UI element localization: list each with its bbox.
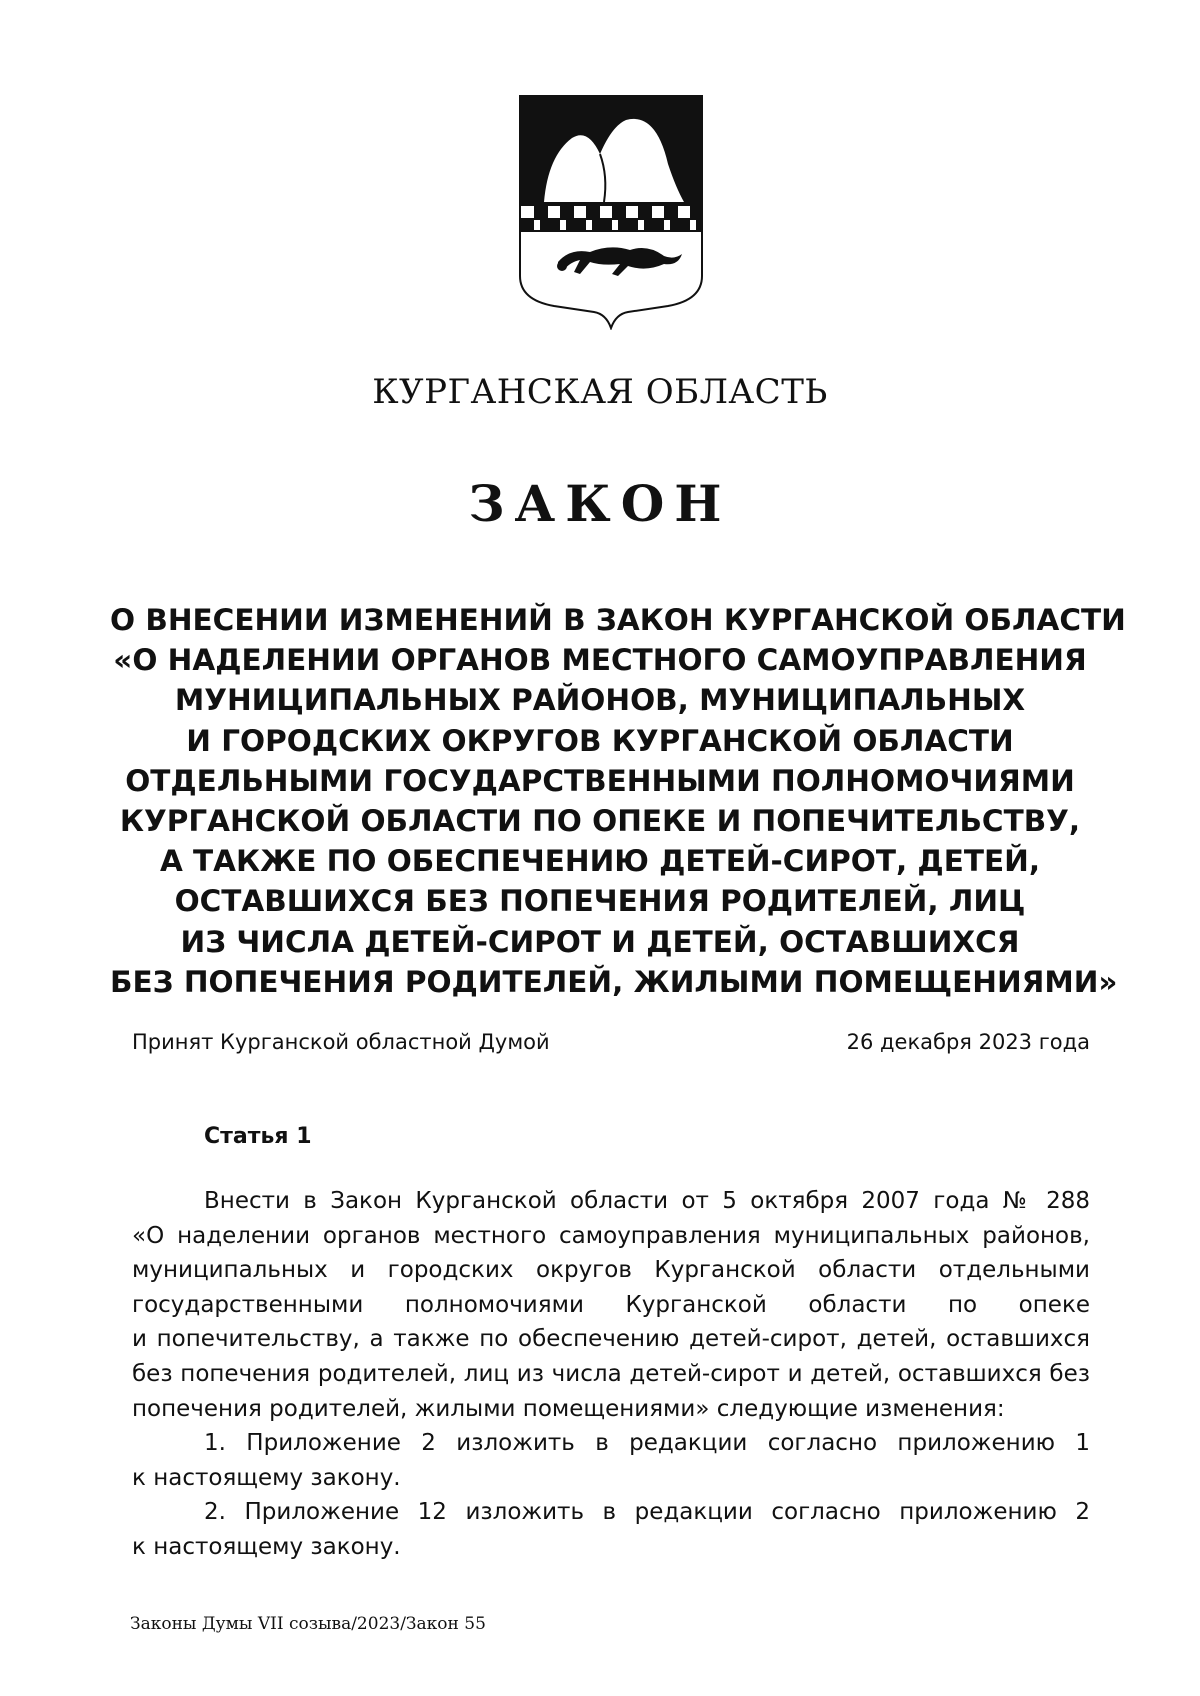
document-reference: Законы Думы VII созыва/2023/Закон 55 [130, 1614, 486, 1634]
article-item-2 [132, 1495, 1090, 1564]
title-line: ИЗ ЧИСЛА ДЕТЕЙ-СИРОТ И ДЕТЕЙ, ОСТАВШИХСЯ [180, 924, 1020, 959]
text-line: попечения родителей, жилыми помещениями» следующие изменения: [132, 1395, 1005, 1422]
title-line: ОТДЕЛЬНЫМИ ГОСУДАРСТВЕННЫМИ ПОЛНОМОЧИЯМИ [125, 763, 1075, 798]
article-item-1 [132, 1426, 1090, 1495]
text-line: 2. Приложение 12 изложить в редакции согласно приложению 2 [204, 1499, 1090, 1526]
text-line: и попечительству, а также по обеспечению детей-сирот, детей, оставшихся [132, 1326, 1090, 1353]
title-line: МУНИЦИПАЛЬНЫХ РАЙОНОВ, МУНИЦИПАЛЬНЫХ [174, 683, 1026, 718]
coat-of-arms-icon [518, 94, 704, 330]
adoption-date: 26 декабря 2023 года [846, 1030, 1090, 1054]
text-line: «О наделении органов местного самоуправления муниципальных районов, [132, 1222, 1090, 1249]
text-line: 1. Приложение 2 изложить в редакции согласно приложению 1 [204, 1430, 1090, 1457]
title-line: БЕЗ ПОПЕЧЕНИЯ РОДИТЕЛЕЙ, ЖИЛЫМИ ПОМЕЩЕНИЯМИ» [110, 964, 1118, 999]
text-line: государственными полномочиями Курганской области по опеке [132, 1291, 1090, 1318]
document-type: ЗАКОН [468, 474, 732, 533]
text-line: Внести в Закон Курганской области от 5 октября 2007 года № 288 [204, 1188, 1090, 1214]
text-line: к настоящему закону. [132, 1464, 401, 1491]
region-name: КУРГАНСКАЯ ОБЛАСТЬ [372, 372, 828, 412]
title-line: КУРГАНСКОЙ ОБЛАСТИ ПО ОПЕКЕ И ПОПЕЧИТЕЛЬСТВУ, [119, 804, 1081, 839]
article-intro [132, 1184, 1090, 1426]
article-body [132, 1184, 1090, 1565]
title-line: А ТАКЖЕ ПО ОБЕСПЕЧЕНИЮ ДЕТЕЙ-СИРОТ, ДЕТЕЙ, [159, 844, 1041, 879]
adopted-by: Принят Курганской областной Думой [132, 1030, 550, 1054]
adoption-line [132, 1030, 1090, 1054]
article-heading: Статья 1 [204, 1124, 312, 1149]
text-line: муниципальных и городских округов Курганской области отдельными [132, 1257, 1090, 1284]
title-line: ОСТАВШИХСЯ БЕЗ ПОПЕЧЕНИЯ РОДИТЕЛЕЙ, ЛИЦ [174, 884, 1026, 919]
title-line: «О НАДЕЛЕНИИ ОРГАНОВ МЕСТНОГО САМОУПРАВЛЕНИЯ [113, 643, 1087, 678]
title-line: О ВНЕСЕНИИ ИЗМЕНЕНИЙ В ЗАКОН КУРГАНСКОЙ ОБЛАСТИ [110, 603, 1126, 637]
title-line: И ГОРОДСКИХ ОКРУГОВ КУРГАНСКОЙ ОБЛАСТИ [186, 723, 1014, 758]
law-title [110, 600, 1126, 1002]
text-line: без попечения родителей, лиц из числа детей-сирот и детей, оставшихся без [132, 1360, 1090, 1387]
text-line: к настоящему закону. [132, 1533, 401, 1560]
